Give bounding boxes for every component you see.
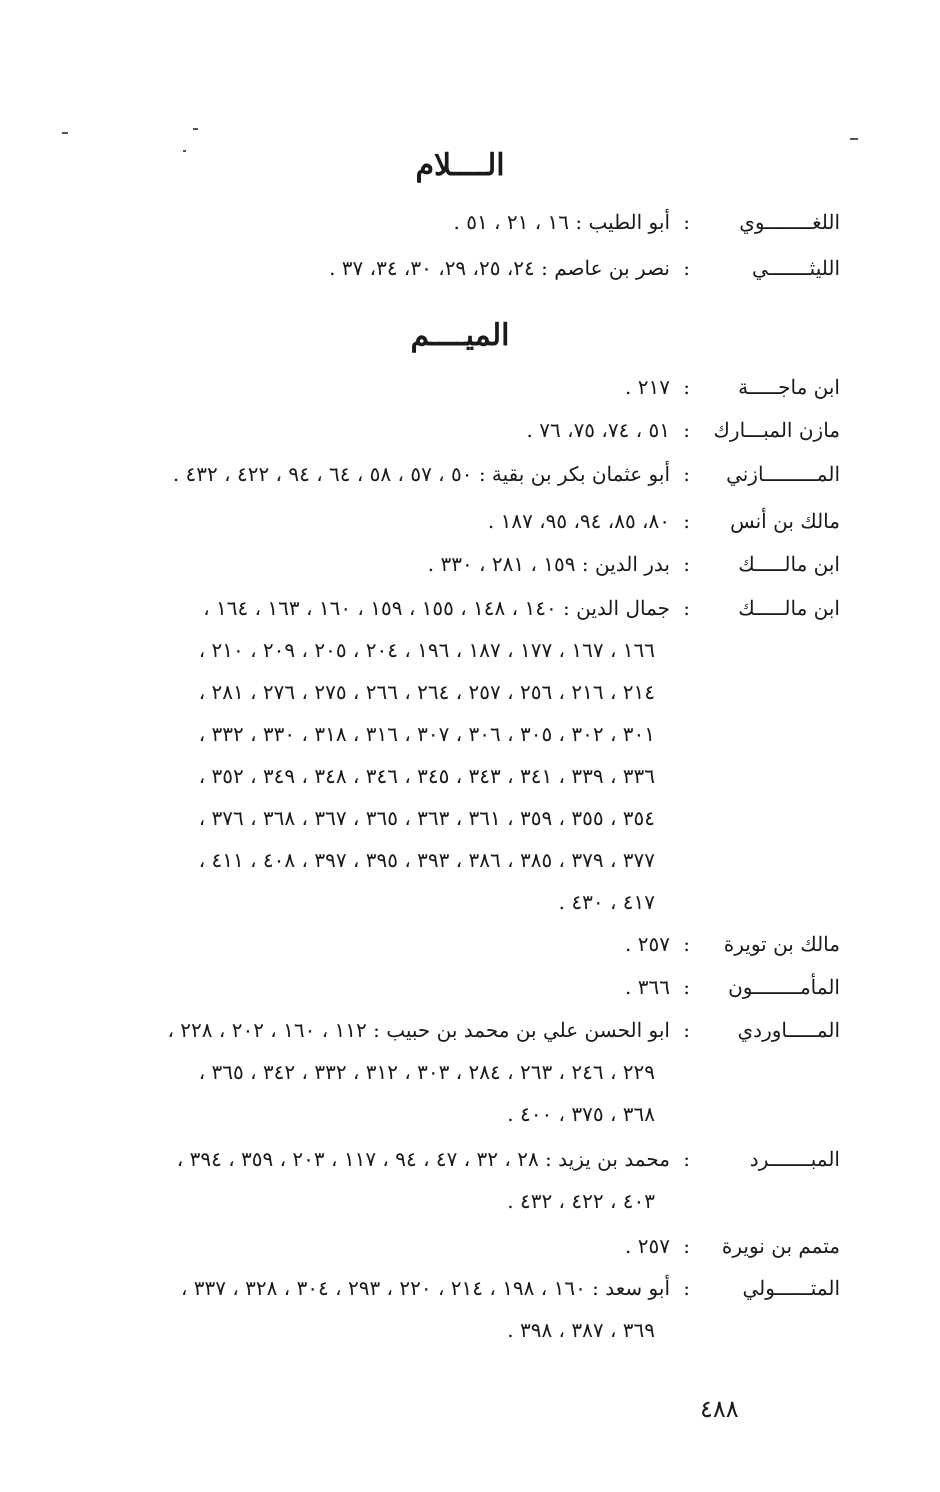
entry-colon: : bbox=[683, 462, 690, 486]
entry-text: أبو سعد : ١٦٠ ، ١٩٨ ، ٢١٤ ، ٢٢٠ ، ٢٩٣ ، ٣٠٤ ، ٣٢٨ ، ٣٣٧ ، bbox=[180, 1276, 670, 1300]
entry-name: المأمــــــــون bbox=[728, 975, 840, 999]
entry-colon: : bbox=[683, 1147, 690, 1171]
entry-text: ٥١ ، ٧٤، ٧٥، ٧٦ . bbox=[526, 418, 670, 442]
entry-continuation: ٣٠١ ، ٣٠٢ ، ٣٠٥ ، ٣٠٦ ، ٣٠٧ ، ٣١٦ ، ٣١٨ ، ٣٣٠ ، ٣٣٢ ، bbox=[198, 722, 655, 746]
entry-continuation: ٣٦٩ ، ٣٨٧ ، ٣٩٨ . bbox=[507, 1318, 655, 1342]
entry-name: المـــــاوردي bbox=[737, 1018, 840, 1042]
entry-name: اللغــــــــوي bbox=[739, 210, 840, 234]
entry-continuation: ٣٣٦ ، ٣٣٩ ، ٣٤١ ، ٣٤٣ ، ٣٤٥ ، ٣٤٦ ، ٣٤٨ ، ٣٤٩ ، ٣٥٢ ، bbox=[198, 764, 655, 788]
scan-speck bbox=[183, 150, 186, 152]
entry-name: ابن مالـــــك bbox=[738, 596, 840, 620]
entry-colon: : bbox=[683, 256, 690, 280]
entry-colon: : bbox=[683, 1018, 690, 1042]
scan-speck bbox=[62, 132, 68, 134]
entry-text: ٢٥٧ . bbox=[625, 1234, 670, 1258]
entry-colon: : bbox=[683, 1234, 690, 1258]
entry-continuation: ٣٥٤ ، ٣٥٥ ، ٣٥٩ ، ٣٦١ ، ٣٦٣ ، ٣٦٥ ، ٣٦٧ ، ٣٦٨ ، ٣٧٦ ، bbox=[198, 806, 655, 830]
entry-colon: : bbox=[683, 596, 690, 620]
entry-text: نصر بن عاصم : ٢٤، ٢٥، ٢٩، ٣٠، ٣٤، ٣٧ . bbox=[329, 256, 670, 280]
entry-name: متمم بن نويرة bbox=[721, 1234, 840, 1258]
entry-continuation: ٤٠٣ ، ٤٢٢ ، ٤٣٢ . bbox=[507, 1189, 655, 1213]
section-heading-lam: الــــلام bbox=[415, 148, 505, 183]
entry-colon: : bbox=[683, 418, 690, 442]
entry-name: ابن ماجـــــة bbox=[738, 375, 840, 399]
entry-colon: : bbox=[683, 509, 690, 533]
entry-name: مازن المبـــارك bbox=[713, 418, 840, 442]
entry-text: أبو عثمان بكر بن بقية : ٥٠ ، ٥٧ ، ٥٨ ، ٦٤ ، ٩٤ ، ٤٢٢ ، ٤٣٢ . bbox=[172, 462, 670, 486]
entry-colon: : bbox=[683, 975, 690, 999]
entry-colon: : bbox=[683, 210, 690, 234]
entry-colon: : bbox=[683, 552, 690, 576]
entry-text: جمال الدين : ١٤٠ ، ١٤٨ ، ١٥٥ ، ١٥٩ ، ١٦٠ ، ١٦٣ ، ١٦٤ ، bbox=[203, 596, 670, 620]
page-number: ٤٨٨ bbox=[700, 1395, 739, 1423]
entry-text: ٣٦٦ . bbox=[625, 975, 670, 999]
entry-continuation: ٣٧٧ ، ٣٧٩ ، ٣٨٥ ، ٣٨٦ ، ٣٩٣ ، ٣٩٥ ، ٣٩٧ ، ٤٠٨ ، ٤١١ ، bbox=[198, 848, 655, 872]
entry-text: ٨٠، ٨٥، ٩٤، ٩٥، ١٨٧ . bbox=[487, 509, 670, 533]
scan-speck bbox=[850, 138, 858, 140]
scan-speck bbox=[193, 128, 198, 130]
entry-text: ابو الحسن علي بن محمد بن حبيب : ١١٢ ، ١٦٠ ، ٢٠٢ ، ٢٢٨ ، bbox=[167, 1018, 670, 1042]
entry-name: الليثـــــــي bbox=[751, 256, 840, 280]
section-heading-meem: الميــــم bbox=[410, 318, 510, 353]
entry-name: مالك بن أنس bbox=[730, 509, 840, 533]
entry-text: محمد بن يزيد : ٢٨ ، ٣٢ ، ٤٧ ، ٩٤ ، ١١٧ ، ٢٠٣ ، ٣٥٩ ، ٣٩٤ ، bbox=[176, 1147, 670, 1171]
entry-continuation: ٢١٤ ، ٢١٦ ، ٢٥٦ ، ٢٥٧ ، ٢٦٤ ، ٢٦٦ ، ٢٧٥ ، ٢٧٦ ، ٢٨١ ، bbox=[198, 680, 655, 704]
entry-continuation: ٤١٧ ، ٤٣٠ . bbox=[558, 890, 655, 914]
entry-text: بدر الدين : ١٥٩ ، ٢٨١ ، ٣٣٠ . bbox=[427, 552, 670, 576]
entry-text: ٢١٧ . bbox=[625, 375, 670, 399]
entry-colon: : bbox=[683, 1276, 690, 1300]
entry-name: مالك بن تويرة bbox=[723, 932, 840, 956]
entry-name: المبـــــــرد bbox=[749, 1147, 840, 1171]
entry-name: المتــــــولي bbox=[742, 1276, 840, 1300]
entry-name: المـــــــــازني bbox=[726, 462, 840, 486]
entry-continuation: ٣٦٨ ، ٣٧٥ ، ٤٠٠ . bbox=[507, 1102, 655, 1126]
entry-colon: : bbox=[683, 375, 690, 399]
entry-name: ابن مالـــــك bbox=[738, 552, 840, 576]
entry-continuation: ٢٢٩ ، ٢٤٦ ، ٢٦٣ ، ٢٨٤ ، ٣٠٣ ، ٣١٢ ، ٣٣٢ ، ٣٤٢ ، ٣٦٥ ، bbox=[198, 1060, 655, 1084]
entry-text: أبو الطيب : ١٦ ، ٢١ ، ٥١ . bbox=[453, 210, 670, 234]
entry-continuation: ١٦٦ ، ١٦٧ ، ١٧٧ ، ١٨٧ ، ١٩٦ ، ٢٠٤ ، ٢٠٥ ، ٢٠٩ ، ٢١٠ ، bbox=[198, 638, 655, 662]
entry-text: ٢٥٧ . bbox=[625, 932, 670, 956]
entry-colon: : bbox=[683, 932, 690, 956]
